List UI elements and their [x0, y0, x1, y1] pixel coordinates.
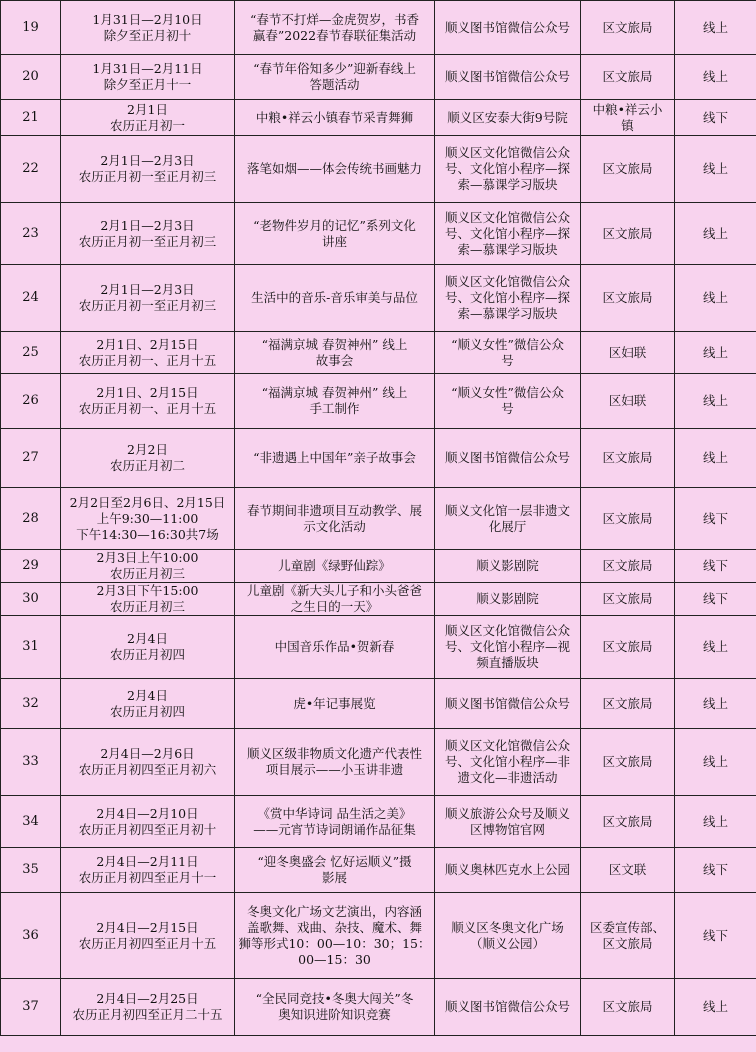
event-name-line: “老物件岁月的记忆”系列文化 — [253, 217, 416, 233]
event-name — [235, 583, 435, 616]
event-location-line: 号、文化馆小程序—探 — [444, 225, 570, 241]
event-name-line: 中粮•祥云小镇春节采青舞狮 — [255, 109, 414, 125]
event-name-line: “福满京城 春贺神州” 线上 — [261, 385, 408, 400]
event-location — [435, 55, 581, 100]
event-location-line: 顺义图书馆微信公众号 — [444, 695, 570, 711]
event-organizer-line: 区文旅局 — [602, 290, 653, 305]
event-name — [235, 265, 435, 332]
event-name — [235, 550, 435, 583]
event-date — [61, 1, 235, 55]
event-location-line: 顺义区文化馆微信公众 — [444, 623, 570, 638]
event-date — [61, 374, 235, 429]
event-date-line: 农历正月初一至正月初三 — [78, 233, 217, 249]
event-name-line: 影展 — [321, 870, 347, 885]
event-location-line: 顺义区冬奥文化广场 — [451, 919, 564, 935]
event-mode: 线上 — [675, 55, 756, 100]
table-row — [1, 429, 756, 488]
event-name — [235, 679, 435, 729]
event-location-line: （顺义公园） — [469, 935, 545, 951]
event-location-line: 遗文化—非遗活动 — [457, 770, 558, 785]
event-location-line: 顺义图书馆微信公众号 — [444, 19, 570, 35]
event-organizer-line: 区文旅局 — [602, 813, 653, 829]
table-row — [1, 848, 756, 893]
row-number: 30 — [1, 583, 61, 616]
event-organizer-line: 区文旅局 — [602, 935, 653, 951]
event-mode: 线下 — [675, 893, 756, 979]
event-name-line: “全民同竞技•冬奥大闯关”冬 — [255, 991, 414, 1006]
event-mode: 线上 — [675, 136, 756, 203]
event-date-line: 2月4日—2月25日 — [96, 991, 199, 1006]
event-name-line: “春节不打烊—金虎贺岁，书香 — [250, 11, 419, 27]
table-row — [1, 374, 756, 429]
event-location — [435, 679, 581, 729]
event-location — [435, 203, 581, 265]
event-date-line: 2月4日—2月11日 — [96, 854, 199, 869]
event-date-line: 除夕至正月十一 — [103, 77, 192, 92]
event-organizer — [581, 550, 675, 583]
event-organizer-line: 区文旅局 — [602, 591, 653, 606]
event-name — [235, 796, 435, 848]
row-number: 33 — [1, 729, 61, 796]
event-date-line: 农历正月初四 — [109, 647, 185, 662]
event-organizer-line: 区委宣传部、 — [589, 919, 665, 935]
event-name-line: 之生日的一天》 — [290, 599, 379, 614]
event-name-line: 冬奥文化广场文艺演出，内容涵 — [246, 903, 422, 919]
event-date — [61, 796, 235, 848]
event-date-line: 农历正月初一至正月初三 — [78, 298, 217, 313]
event-mode: 线上 — [675, 203, 756, 265]
event-name-line: “迎冬奥盛会 忆好运顺义”摄 — [257, 854, 412, 869]
event-location — [435, 979, 581, 1036]
event-date-line: 1月31日—2月11日 — [92, 61, 203, 76]
event-date-line: 2月4日—2月6日 — [100, 746, 195, 761]
event-date-line: 农历正月初三 — [109, 566, 185, 581]
event-location-line: 顺义图书馆微信公众号 — [444, 450, 570, 465]
event-organizer-line: 区文联 — [608, 862, 647, 877]
event-mode: 线上 — [675, 796, 756, 848]
event-location — [435, 100, 581, 136]
event-date-line: 农历正月初四至正月初六 — [78, 762, 217, 777]
event-organizer — [581, 893, 675, 979]
event-date — [61, 265, 235, 332]
event-date-line: 农历正月初四至正月十五 — [78, 935, 217, 951]
event-date-line: 农历正月初三 — [109, 599, 185, 614]
event-date-line: 2月4日 — [127, 687, 168, 703]
event-name-line: 答题活动 — [309, 77, 360, 92]
event-date-line: 农历正月初四至正月十一 — [78, 870, 217, 885]
event-organizer-line: 区文旅局 — [602, 161, 653, 176]
event-organizer-line: 区文旅局 — [602, 999, 653, 1014]
row-number: 22 — [1, 136, 61, 203]
event-location-line: 频直播版块 — [476, 655, 539, 670]
event-date-line: 2月4日—2月10日 — [96, 805, 199, 821]
event-location-line: “顺义女性”微信公众 — [451, 385, 564, 400]
event-organizer — [581, 332, 675, 374]
event-date-line: 农历正月初二 — [109, 458, 185, 473]
event-name-line: 赢春”2022春节春联征集活动 — [252, 27, 417, 43]
event-location — [435, 848, 581, 893]
event-location-line: 化展厅 — [488, 518, 527, 534]
event-date — [61, 893, 235, 979]
row-number: 23 — [1, 203, 61, 265]
event-location-line: 号、文化馆小程序—探 — [444, 161, 570, 176]
event-location-line: 顺义区文化馆微信公众 — [444, 209, 570, 225]
event-organizer — [581, 100, 675, 136]
event-location — [435, 374, 581, 429]
row-number: 19 — [1, 1, 61, 55]
event-organizer-line: 区文旅局 — [602, 558, 653, 573]
event-name — [235, 488, 435, 550]
event-date-line: 农历正月初四 — [109, 703, 185, 719]
event-organizer-line: 区文旅局 — [602, 69, 653, 84]
event-date — [61, 550, 235, 583]
event-location-line: 顺义图书馆微信公众号 — [444, 999, 570, 1014]
event-location — [435, 893, 581, 979]
event-mode: 线上 — [675, 1, 756, 55]
event-location-line: 顺义影剧院 — [476, 558, 539, 573]
row-number: 35 — [1, 848, 61, 893]
event-mode: 线下 — [675, 550, 756, 583]
event-date-line: 农历正月初一至正月初三 — [78, 169, 217, 184]
table-row — [1, 796, 756, 848]
event-organizer-line: 镇 — [621, 117, 634, 133]
event-name-line: 春节期间非遗项目互动教学、展 — [246, 502, 422, 518]
event-name-line: 手工制作 — [309, 401, 360, 416]
row-number: 26 — [1, 374, 61, 429]
table-row — [1, 729, 756, 796]
event-date-line: 2月1日—2月3日 — [100, 282, 195, 297]
event-date — [61, 332, 235, 374]
event-organizer-line: 区文旅局 — [602, 754, 653, 769]
event-location — [435, 136, 581, 203]
event-date-line: 2月3日下午15:00 — [96, 583, 199, 598]
event-mode: 线上 — [675, 265, 756, 332]
event-location-line: 号、文化馆小程序—视 — [444, 639, 570, 654]
event-location-line: 顺义区文化馆微信公众 — [444, 738, 570, 753]
event-name — [235, 729, 435, 796]
table-row — [1, 679, 756, 729]
event-location — [435, 429, 581, 488]
event-organizer — [581, 429, 675, 488]
event-name-line: 落笔如烟——体会传统书画魅力 — [246, 161, 422, 176]
event-date — [61, 616, 235, 679]
event-name-line: 顺义区级非物质文化遗产代表性 — [246, 746, 422, 761]
event-location-line: 索—慕课学习版块 — [457, 241, 558, 257]
event-name — [235, 55, 435, 100]
event-date-line: 2月3日上午10:00 — [96, 550, 199, 565]
event-location-line: 区博物馆官网 — [469, 821, 545, 837]
table-row — [1, 136, 756, 203]
event-location-line: 索—慕课学习版块 — [457, 306, 558, 321]
event-date-line: 2月1日、2月15日 — [96, 336, 199, 352]
row-number: 32 — [1, 679, 61, 729]
event-date — [61, 100, 235, 136]
event-name-line: 生活中的音乐-音乐审美与品位 — [251, 290, 418, 305]
event-date-line: 2月2日至2月6日、2月15日 — [69, 494, 226, 510]
event-mode: 线下 — [675, 488, 756, 550]
event-date-line: 下午14:30—16:30共7场 — [76, 526, 219, 542]
event-location-line: 顺义区文化馆微信公众 — [444, 274, 570, 289]
event-location-line: 索—慕课学习版块 — [457, 177, 558, 192]
event-organizer — [581, 796, 675, 848]
event-date — [61, 203, 235, 265]
event-name — [235, 429, 435, 488]
event-date — [61, 488, 235, 550]
event-mode: 线上 — [675, 729, 756, 796]
event-name-line: 狮等形式10：00—10：30；15： — [238, 935, 431, 951]
event-date — [61, 979, 235, 1036]
event-name-line: 00—15：30 — [298, 951, 371, 967]
event-name-line: 故事会 — [315, 352, 354, 368]
row-number: 37 — [1, 979, 61, 1036]
event-name — [235, 1, 435, 55]
event-location-line: 号、文化馆小程序—探 — [444, 290, 570, 305]
event-organizer — [581, 679, 675, 729]
event-name — [235, 100, 435, 136]
event-name-line: ——元宵节诗词朗诵作品征集 — [253, 821, 416, 837]
event-organizer — [581, 583, 675, 616]
event-date-line: 2月1日、2月15日 — [96, 385, 199, 400]
event-organizer-line: 区文旅局 — [602, 695, 653, 711]
event-mode: 线下 — [675, 583, 756, 616]
event-location-line: 顺义区文化馆微信公众 — [444, 145, 570, 160]
event-organizer — [581, 616, 675, 679]
row-number: 28 — [1, 488, 61, 550]
event-location — [435, 796, 581, 848]
event-location-line: 顺义奥林匹克水上公园 — [444, 862, 570, 877]
event-name-line: “非遗遇上中国年”亲子故事会 — [253, 450, 416, 465]
event-mode: 线下 — [675, 100, 756, 136]
event-date — [61, 679, 235, 729]
event-date-line: 农历正月初一 — [109, 117, 185, 133]
event-organizer — [581, 729, 675, 796]
event-mode: 线下 — [675, 848, 756, 893]
row-number: 25 — [1, 332, 61, 374]
event-date — [61, 583, 235, 616]
event-location-line: 顺义区安泰大街9号院 — [447, 109, 568, 125]
event-location-line: 顺义影剧院 — [476, 591, 539, 606]
event-name-line: 儿童剧《绿野仙踪》 — [278, 558, 391, 573]
event-date-line: 农历正月初一、正月十五 — [78, 352, 217, 368]
event-name-line: 项目展示——小玉讲非遗 — [265, 762, 404, 777]
event-name-line: 儿童剧《新大头儿子和小头爸爸 — [246, 583, 422, 598]
event-date-line: 2月1日 — [127, 101, 168, 117]
event-date-line: 除夕至正月初十 — [103, 27, 192, 43]
event-name-line: 虎•年记事展览 — [293, 695, 376, 711]
row-number: 20 — [1, 55, 61, 100]
row-number: 21 — [1, 100, 61, 136]
event-name — [235, 979, 435, 1036]
event-location — [435, 265, 581, 332]
table-row — [1, 583, 756, 616]
event-name-line: 示文化活动 — [303, 518, 366, 534]
row-number: 27 — [1, 429, 61, 488]
event-location-line: 号 — [501, 352, 514, 368]
event-date-line: 2月2日 — [127, 442, 168, 457]
event-date-line: 上午9:30—11:00 — [96, 510, 199, 526]
event-location-line: 号、文化馆小程序—非 — [444, 754, 570, 769]
event-organizer — [581, 265, 675, 332]
row-number: 24 — [1, 265, 61, 332]
event-organizer-line: 区文旅局 — [602, 510, 653, 526]
table-row — [1, 265, 756, 332]
event-name-line: “春节年俗知多少”迎新春线上 — [253, 61, 416, 76]
event-name — [235, 616, 435, 679]
events-table-body — [1, 1, 756, 1036]
event-organizer — [581, 488, 675, 550]
event-date-line: 2月1日—2月3日 — [100, 153, 195, 168]
event-name — [235, 203, 435, 265]
event-date-line: 2月4日—2月15日 — [96, 919, 199, 935]
event-date-line: 农历正月初四至正月二十五 — [72, 1007, 223, 1022]
event-location-line: 顺义旅游公众号及顺义 — [444, 805, 570, 821]
event-organizer-line: 区妇联 — [608, 393, 647, 408]
table-row — [1, 100, 756, 136]
event-location-line: “顺义女性”微信公众 — [451, 336, 564, 352]
table-row — [1, 332, 756, 374]
event-location — [435, 616, 581, 679]
table-row — [1, 1, 756, 55]
event-date-line: 1月31日—2月10日 — [92, 11, 203, 27]
event-mode: 线上 — [675, 332, 756, 374]
event-date — [61, 729, 235, 796]
event-date — [61, 136, 235, 203]
event-name-line: 《赏中华诗词 品生活之美》 — [257, 805, 412, 821]
event-date-line: 2月1日—2月3日 — [100, 217, 195, 233]
event-mode: 线上 — [675, 429, 756, 488]
event-name-line: 盖歌舞、戏曲、杂技、魔术、舞 — [246, 919, 422, 935]
row-number: 36 — [1, 893, 61, 979]
table-row — [1, 550, 756, 583]
event-organizer-line: 中粮•祥云小 — [592, 101, 663, 117]
event-organizer — [581, 979, 675, 1036]
event-organizer-line: 区文旅局 — [602, 225, 653, 241]
event-organizer — [581, 848, 675, 893]
event-date-line: 农历正月初四至正月初十 — [78, 821, 217, 837]
event-name-line: 奥知识进阶知识竞赛 — [278, 1007, 391, 1022]
event-organizer — [581, 55, 675, 100]
row-number: 29 — [1, 550, 61, 583]
event-location — [435, 1, 581, 55]
table-row — [1, 55, 756, 100]
row-number: 34 — [1, 796, 61, 848]
event-organizer-line: 区文旅局 — [602, 450, 653, 465]
event-organizer-line: 区文旅局 — [602, 639, 653, 654]
table-row — [1, 488, 756, 550]
event-name — [235, 332, 435, 374]
event-name-line: 中国音乐作品•贺新春 — [274, 639, 395, 654]
event-date — [61, 55, 235, 100]
event-name — [235, 374, 435, 429]
event-mode: 线上 — [675, 979, 756, 1036]
table-row — [1, 893, 756, 979]
row-number: 31 — [1, 616, 61, 679]
event-organizer — [581, 203, 675, 265]
event-mode: 线上 — [675, 679, 756, 729]
event-organizer — [581, 374, 675, 429]
table-row — [1, 979, 756, 1036]
event-date-line: 2月4日 — [127, 631, 168, 646]
event-date — [61, 429, 235, 488]
event-location — [435, 488, 581, 550]
event-organizer — [581, 136, 675, 203]
table-row — [1, 616, 756, 679]
event-organizer-line: 区文旅局 — [602, 19, 653, 35]
event-mode: 线上 — [675, 616, 756, 679]
event-location — [435, 729, 581, 796]
event-location — [435, 550, 581, 583]
event-location — [435, 583, 581, 616]
event-mode: 线上 — [675, 374, 756, 429]
table-row — [1, 203, 756, 265]
event-date-line: 农历正月初一、正月十五 — [78, 401, 217, 416]
event-location — [435, 332, 581, 374]
event-location-line: 顺义文化馆一层非遗文 — [444, 502, 570, 518]
event-organizer — [581, 1, 675, 55]
event-name — [235, 848, 435, 893]
event-date — [61, 848, 235, 893]
event-organizer-line: 区妇联 — [608, 344, 647, 360]
event-name-line: “福满京城 春贺神州” 线上 — [261, 336, 408, 352]
event-location-line: 号 — [501, 401, 514, 416]
event-name — [235, 893, 435, 979]
event-location-line: 顺义图书馆微信公众号 — [444, 69, 570, 84]
event-name-line: 讲座 — [321, 233, 347, 249]
event-name — [235, 136, 435, 203]
